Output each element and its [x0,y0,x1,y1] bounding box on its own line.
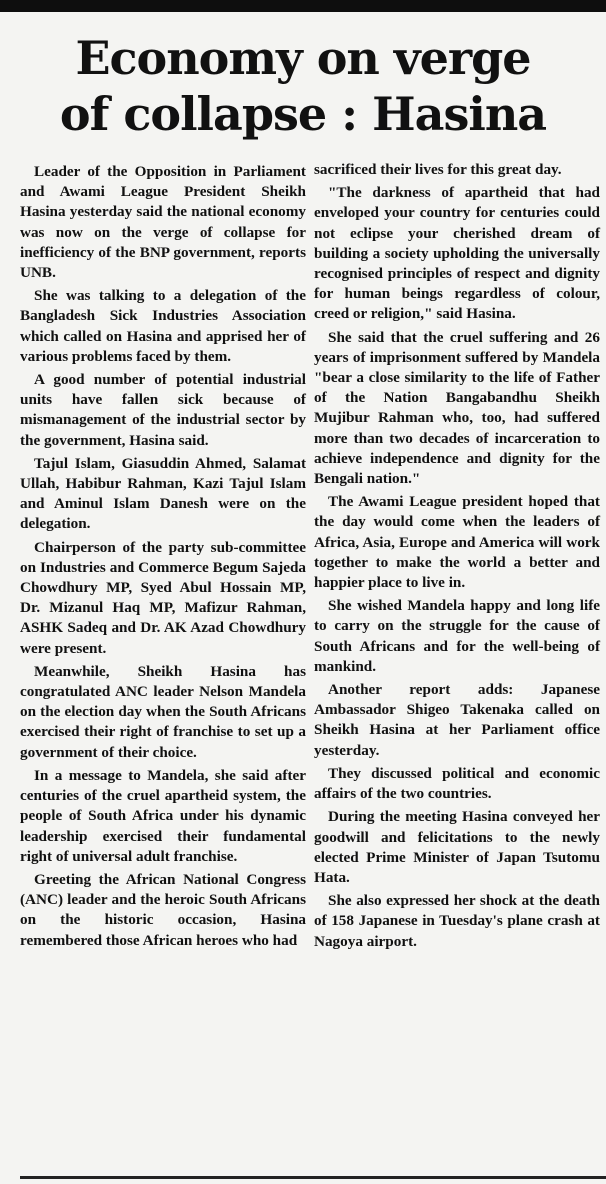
paragraph: She also expressed her shock at the death of 158 Japanese in Tuesday's plane crash at Nagoya airport. [314,892,600,950]
paragraph: "The darkness of apartheid that had enveloped your country for centuries could not eclipse your cherished dream of building a society upholding the universally recognised principles of respect and dignity for human beings regardless of colour, creed or religion," said Hasina. [314,184,600,323]
paragraph: Meanwhile, Sheikh Hasina has congratulated ANC leader Nelson Mandela on the election day when the South Africans exercised their right of franchise to set up a government of their choice. [20,662,306,761]
paragraph-continuation: sacrificed their lives for this great day. [314,161,562,178]
headline [0,30,606,142]
paragraph: They discussed political and economic affairs of the two countries. [314,764,600,803]
paragraph: She said that the cruel suffering and 26 years of imprisonment suffered by Mandela "bear a close similarity to the life of Father of the Nation Bangabandhu Sheikh Mujibur Rahman who, too, had suffered more than two decades of incarceration to achieve independence and dignity for the Bengali nation." [314,328,600,488]
paragraph: The Awami League president hoped that the day would come when the leaders of Africa, Asia, Europe and America will work together to make the world a better and happier place to live in. [314,493,600,592]
paragraph: A good number of potential industrial units have fallen sick because of mismanagement of the industrial sector by the government, Hasina said. [20,371,306,449]
paragraph: During the meeting Hasina conveyed her goodwill and felicitations to the newly elected Prime Minister of Japan Tsutomu Hata. [314,808,600,886]
right-column [314,160,600,955]
paragraph: She was talking to a delegation of the Bangladesh Sick Industries Association which called on Hasina and apprised her of various problems faced by them. [20,287,306,365]
top-rule [0,0,606,12]
paragraph: Another report adds: Japanese Ambassador Shigeo Takenaka called on Sheikh Hasina at her Parliament office yesterday. [314,681,600,759]
headline-line-1: Economy on verge [75,31,531,85]
headline-line-2: of collapse : Hasina [59,87,547,141]
paragraph: Leader of the Opposition in Parliament and Awami League President Sheikh Hasina yesterday said the national economy was now on the verge of collapse for inefficiency of the BNP government, reports UNB. [20,163,306,282]
paragraph: Tajul Islam, Giasuddin Ahmed, Salamat Ullah, Habibur Rahman, Kazi Tajul Islam and Aminul Islam Danesh were on the delegation. [20,454,306,533]
paragraph: She wished Mandela happy and long life to carry on the struggle for the cause of South Africans and for the well-being of mankind. [314,597,600,675]
left-column [20,162,306,954]
paragraph: Chairperson of the party sub-committee on Industries and Commerce Begum Sajeda Chowdhury MP, Syed Abul Hossain MP, Dr. Mizanul Haq MP, Mafizur Rahman, ASHK Sadeq and Dr. AK Azad Chowdhury were present. [20,538,306,657]
paragraph: Greeting the African National Congress (ANC) leader and the heroic South Africans on the historic occasion, Hasina remembered those African heroes who had [20,870,306,949]
paragraph: In a message to Mandela, she said after centuries of the cruel apartheid system, the people of South Africa under his dynamic leadership exercised their fundamental right of universal adult franchise. [20,766,306,865]
bottom-rule [20,1176,606,1179]
